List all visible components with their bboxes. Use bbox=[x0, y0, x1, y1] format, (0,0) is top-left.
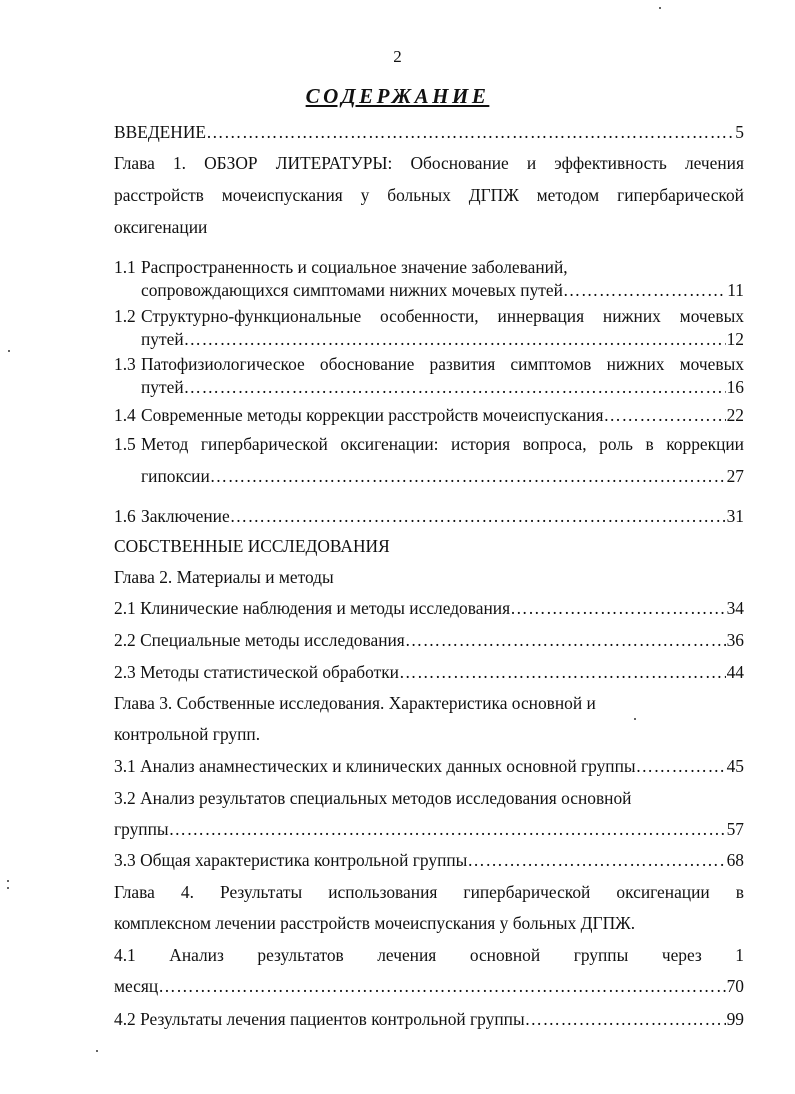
toc-section-4-1-line1: 4.1 Анализ результатов лечения основной группы через 1 bbox=[114, 945, 744, 965]
toc-entry-text: гипоксии bbox=[141, 466, 210, 486]
toc-page-number: 68 bbox=[726, 850, 744, 870]
scan-speck bbox=[7, 880, 9, 882]
toc-page-number: 5 bbox=[735, 122, 744, 142]
page-title: СОДЕРЖАНИЕ bbox=[305, 84, 490, 108]
toc-entry-text: 3.1 Анализ анамнестических и клинических данных основной группы bbox=[114, 756, 636, 776]
toc-section-number: 1.4 bbox=[114, 405, 136, 425]
toc-section-1-4 bbox=[141, 404, 744, 426]
toc-page-number: 99 bbox=[726, 1009, 744, 1029]
scan-speck bbox=[8, 350, 10, 352]
toc-chapter-1-line2: расстройств мочеиспускания у больных ДГПЖ методом гипербарической bbox=[114, 185, 744, 205]
toc-page-number: 70 bbox=[726, 976, 744, 996]
toc-page-number: 36 bbox=[726, 630, 744, 650]
toc-section-3-2-line2 bbox=[114, 818, 744, 840]
toc-section-1-5-line1: Метод гипербарической оксигенации: история вопроса, роль в коррекции bbox=[141, 434, 744, 454]
scan-speck bbox=[7, 887, 9, 889]
toc-entry-introduction bbox=[114, 121, 744, 143]
toc-chapter-1-line3: оксигенации bbox=[114, 217, 208, 237]
toc-page-number: 16 bbox=[726, 377, 744, 397]
toc-chapter-3-line2: контрольной групп. bbox=[114, 724, 261, 744]
toc-entry-text: путей bbox=[141, 329, 184, 349]
toc-section-number: 1.3 bbox=[114, 354, 136, 374]
toc-page-number: 57 bbox=[726, 819, 744, 839]
page-number: 2 bbox=[393, 47, 402, 66]
toc-section-2-1 bbox=[114, 597, 744, 619]
toc-section-3-3 bbox=[114, 849, 744, 871]
toc-section-2-2 bbox=[114, 629, 744, 651]
toc-section-number: 1.5 bbox=[114, 434, 136, 454]
toc-entry-text: 4.2 Результаты лечения пациентов контрольной группы bbox=[114, 1009, 525, 1029]
toc-entry-text: 2.2 Специальные методы исследования bbox=[114, 630, 405, 650]
scan-speck bbox=[96, 1050, 98, 1052]
toc-section-1-6 bbox=[141, 505, 744, 527]
toc-part-heading: СОБСТВЕННЫЕ ИССЛЕДОВАНИЯ bbox=[114, 536, 390, 556]
toc-entry-text: 2.1 Клинические наблюдения и методы исследования bbox=[114, 598, 511, 618]
toc-page-number: 45 bbox=[726, 756, 744, 776]
toc-page-number: 34 bbox=[726, 598, 744, 618]
toc-page-number: 22 bbox=[726, 405, 744, 425]
toc-section-1-3-line2 bbox=[141, 376, 744, 398]
toc-entry-text: группы bbox=[114, 819, 169, 839]
toc-entry-text: Заключение bbox=[141, 506, 230, 526]
toc-section-number: 1.6 bbox=[114, 506, 136, 526]
toc-entry-text: 2.3 Методы статистической обработки bbox=[114, 662, 399, 682]
toc-page-number: 11 bbox=[727, 280, 744, 300]
toc-entry-text: 3.3 Общая характеристика контрольной группы bbox=[114, 850, 468, 870]
toc-section-3-2-line1: 3.2 Анализ результатов специальных методов исследования основной bbox=[114, 788, 632, 808]
toc-entry-text: месяц bbox=[114, 976, 159, 996]
toc-page-number: 12 bbox=[726, 329, 744, 349]
toc-entry-text: Современные методы коррекции расстройств мочеиспускания bbox=[141, 405, 604, 425]
toc-section-4-2 bbox=[114, 1008, 744, 1030]
toc-entry-text: ВВЕДЕНИЕ bbox=[114, 122, 207, 142]
toc-section-number: 1.1 bbox=[114, 257, 136, 277]
toc-page-number: 44 bbox=[726, 662, 744, 682]
toc-chapter-2: Глава 2. Материалы и методы bbox=[114, 567, 334, 587]
toc-section-4-1-line2 bbox=[114, 975, 744, 997]
scan-speck bbox=[634, 718, 636, 720]
scan-speck bbox=[659, 7, 661, 9]
toc-section-number: 1.2 bbox=[114, 306, 136, 326]
toc-chapter-4-line1: Глава 4. Результаты использования гипербарической оксигенации в bbox=[114, 882, 744, 902]
toc-section-2-3 bbox=[114, 661, 744, 683]
toc-chapter-1-line1: Глава 1. ОБЗОР ЛИТЕРАТУРЫ: Обоснование и эффективность лечения bbox=[114, 153, 744, 173]
toc-section-3-1 bbox=[114, 755, 744, 777]
toc-section-1-3-line1: Патофизиологическое обоснование развития симптомов нижних мочевых bbox=[141, 354, 744, 374]
toc-chapter-4-line2: комплексном лечении расстройств мочеиспускания у больных ДГПЖ. bbox=[114, 913, 636, 933]
toc-section-1-2-line1: Структурно-функциональные особенности, иннервация нижних мочевых bbox=[141, 306, 744, 326]
toc-chapter-3-line1: Глава 3. Собственные исследования. Характеристика основной и bbox=[114, 693, 596, 713]
toc-section-1-5-line2 bbox=[141, 465, 744, 487]
toc-entry-text: сопровождающихся симптомами нижних мочевых путей bbox=[141, 280, 563, 300]
toc-page-number: 31 bbox=[726, 506, 744, 526]
toc-section-1-1-line1: Распространенность и социальное значение заболеваний, bbox=[141, 257, 568, 277]
toc-entry-text: путей bbox=[141, 377, 184, 397]
toc-section-1-1-line2 bbox=[141, 279, 744, 301]
toc-section-1-2-line2 bbox=[141, 328, 744, 350]
toc-page-number: 27 bbox=[726, 466, 744, 486]
